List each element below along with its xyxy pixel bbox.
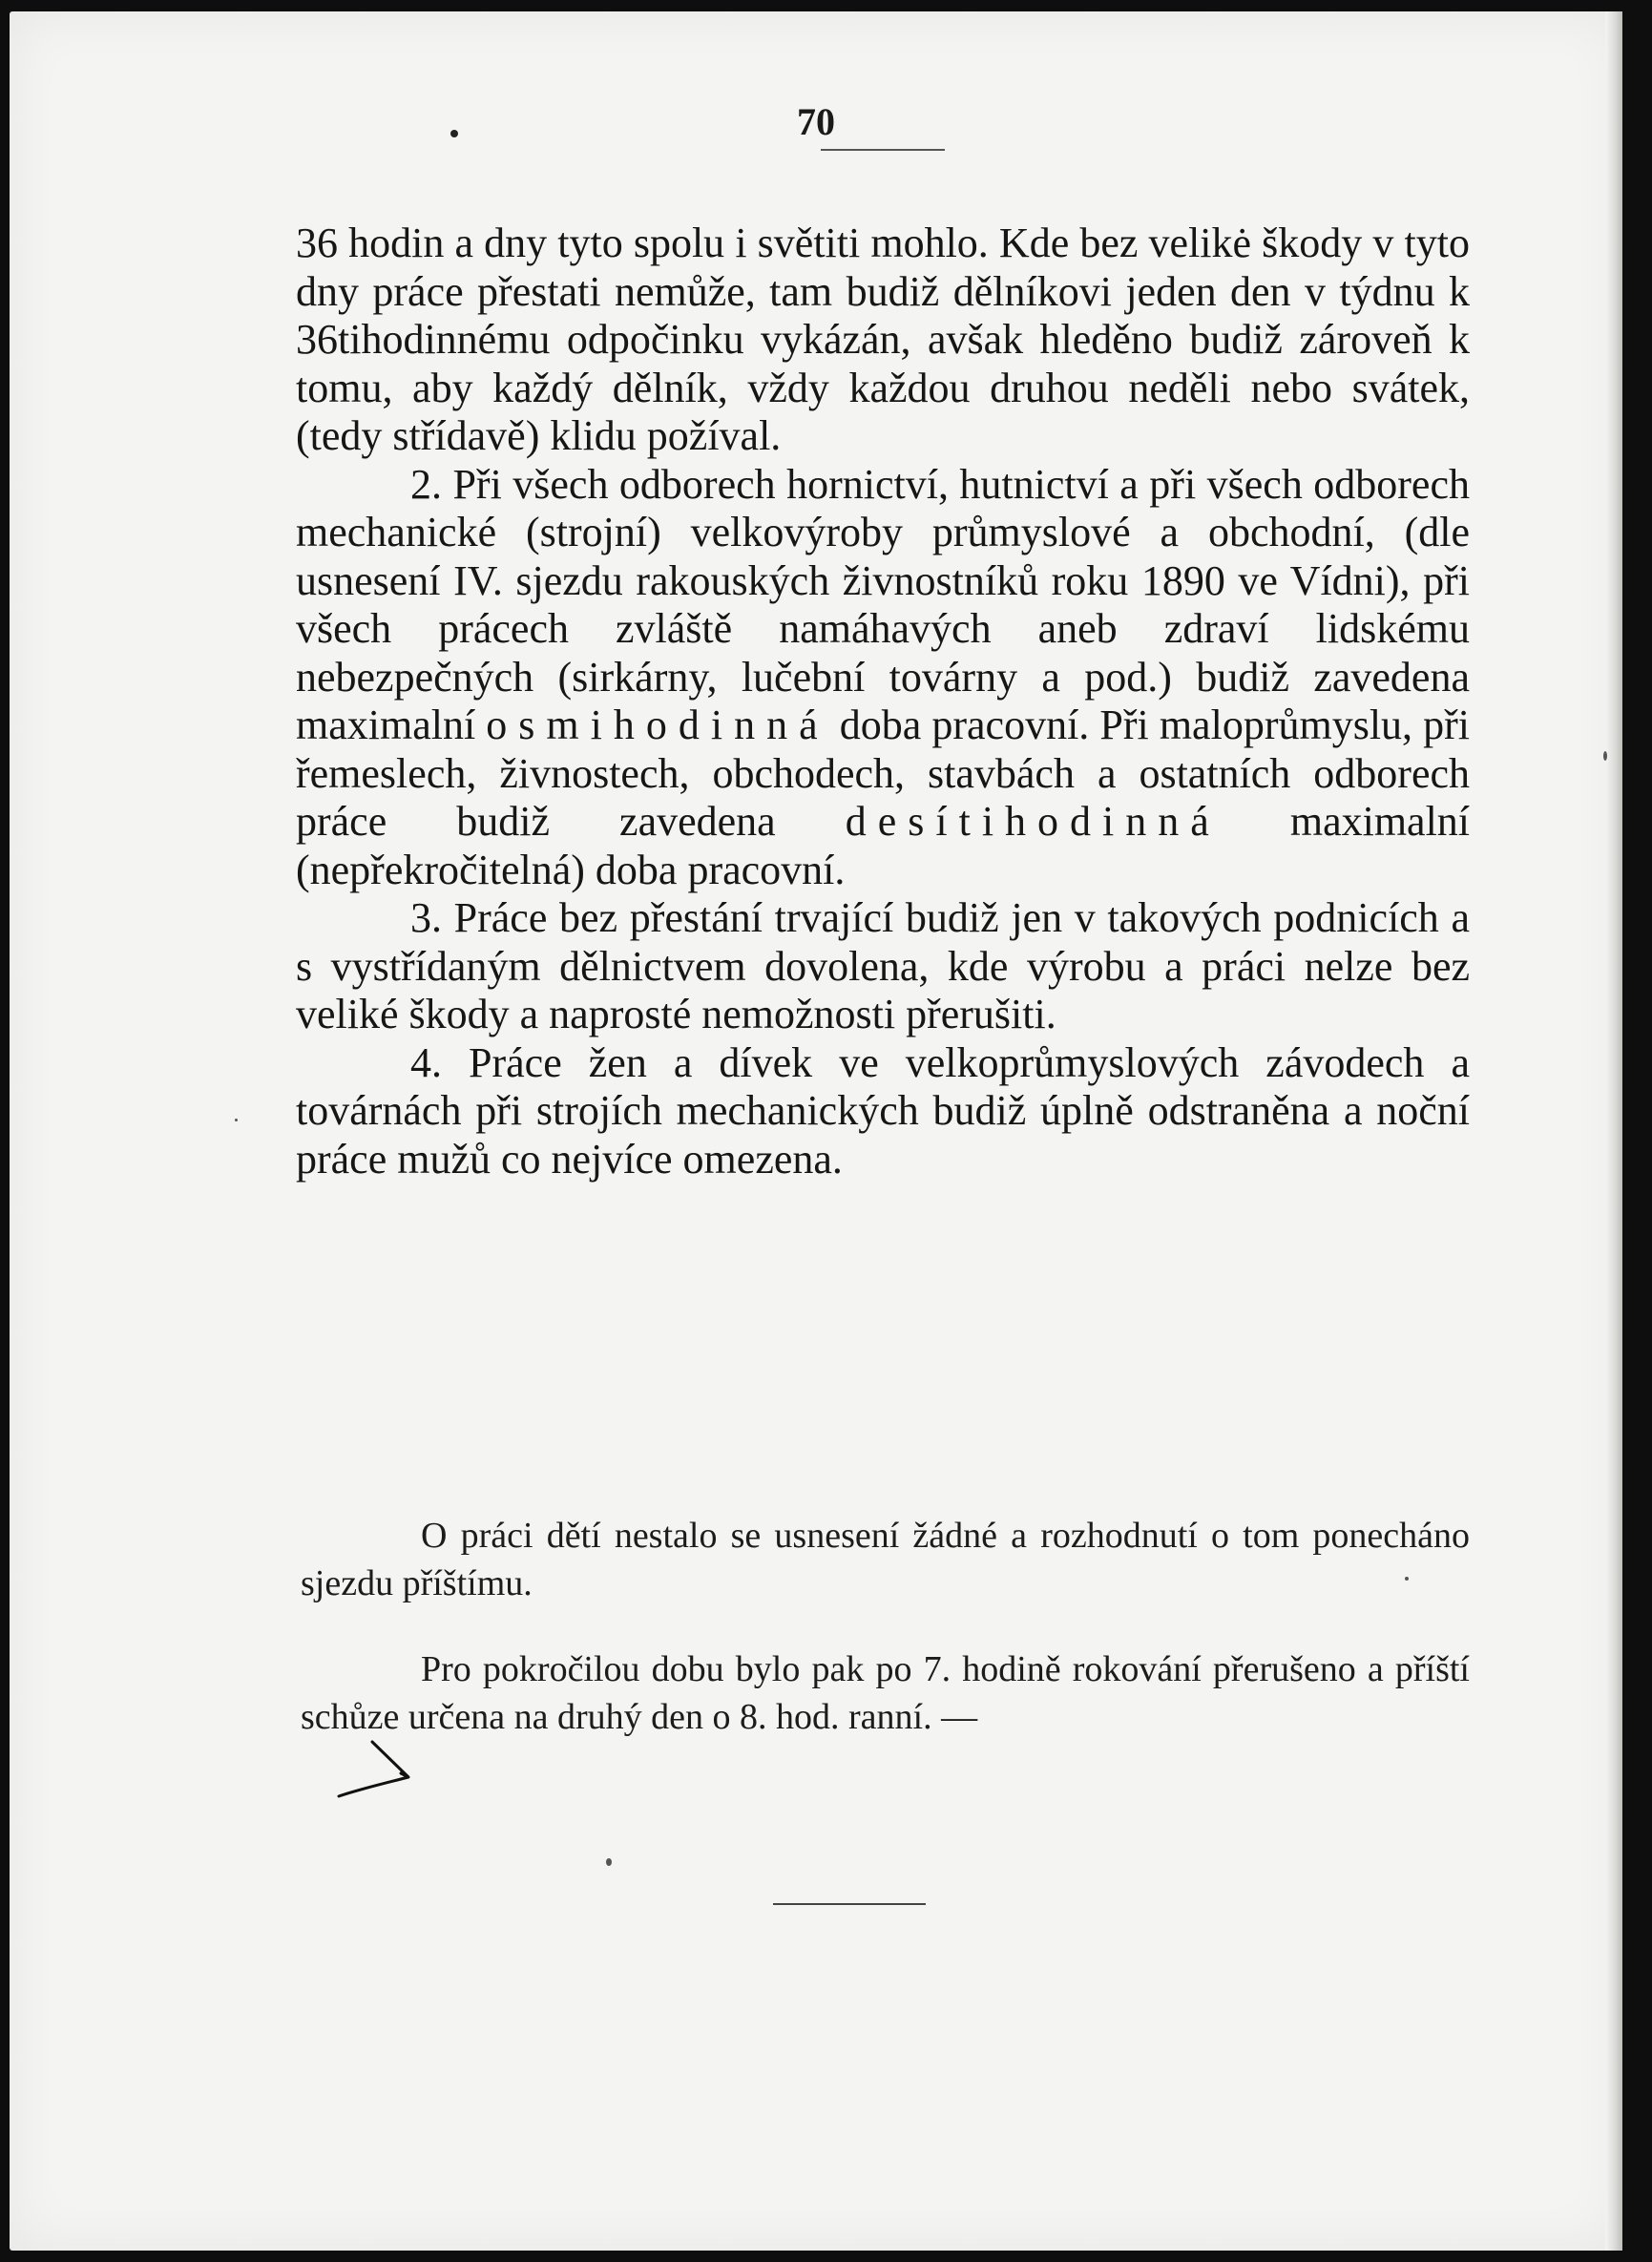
paragraph-2-text-end: maximalní (nepřekročitelná) doba pracovní. (296, 798, 1471, 893)
note-adjournment (301, 1645, 1470, 1741)
speck (606, 1858, 612, 1866)
paragraph-2-emphasis: osmihodinná (486, 702, 829, 748)
page-number: 70 (797, 100, 835, 143)
paragraph-2 (296, 461, 1470, 895)
document-page (10, 11, 1622, 2251)
note-1-text: O práci dětí nestalo se usnesení žádné a rozhodnutí o tom ponecháno sjezdu příštímu. (301, 1516, 1470, 1603)
paragraph-2-text: 2. Při všech odborech hornictví, hutnictví a při všech odborech mechanické (strojní) velkovýroby průmyslové a obchodní, (dle usnesení IV. sjezdu rakouských živnostníků roku 1890 ve Vídni), při všech prácech zvláště namáhavých aneb zdraví lidskému nebezpečných (sirkárny, lučební továrny a pod.) budiž zavedena maximalní (296, 460, 1470, 748)
paragraph-4: 4. Práce žen a dívek ve velkoprůmyslových závodech a továrnách při strojích mechanických budiž úplně odstraněna a noční práce mužů co nejvíce omezena. (296, 1038, 1470, 1183)
pen-flourish-icon (334, 1737, 449, 1813)
paragraph-3: 3. Práce bez přestání trvající budiž jen v takových podnicích a s vystřídaným dělnictvem dovolena, kde výrobu a práci nelze bez veliké škody a naprosté nemožnosti přerušiti. (296, 894, 1470, 1037)
paragraph-2-emphasis-2: desítihodinná (845, 798, 1221, 845)
paragraph-1: 36 hodin a dny tyto spolu i světiti mohlo. Kde bez velikė škody v tyto dny práce přestati nemůže, tam budiž dělníkovi jeden den v týdnu k 36tihodinnému odpočinku vykázán, avšak hleděno budiž zároveň k tomu, aby každý dělník, vždy každou druhou neděli nebo svátek, (tedy střídavě) klidu požíval. (296, 220, 1470, 459)
end-rule (773, 1903, 926, 1905)
speck (1603, 751, 1607, 761)
page-fold-shadow (1605, 11, 1622, 2251)
speck (235, 1119, 238, 1121)
main-text (296, 220, 1470, 1183)
note-children (301, 1512, 1470, 1607)
speck (1405, 1577, 1409, 1581)
paragraph-2-text-after: doba pracovní. Při maloprůmyslu, při řemeslech, živnostech, obchodech, stavbách a ostatních odborech práce budiž zavedena (296, 702, 1471, 845)
page-number-rule (821, 149, 945, 151)
note-2-text: Pro pokročilou dobu bylo pak po 7. hodině rokování přerušeno a příští schůze určena na druhý den o 8. hod. ranní. — (301, 1649, 1470, 1737)
